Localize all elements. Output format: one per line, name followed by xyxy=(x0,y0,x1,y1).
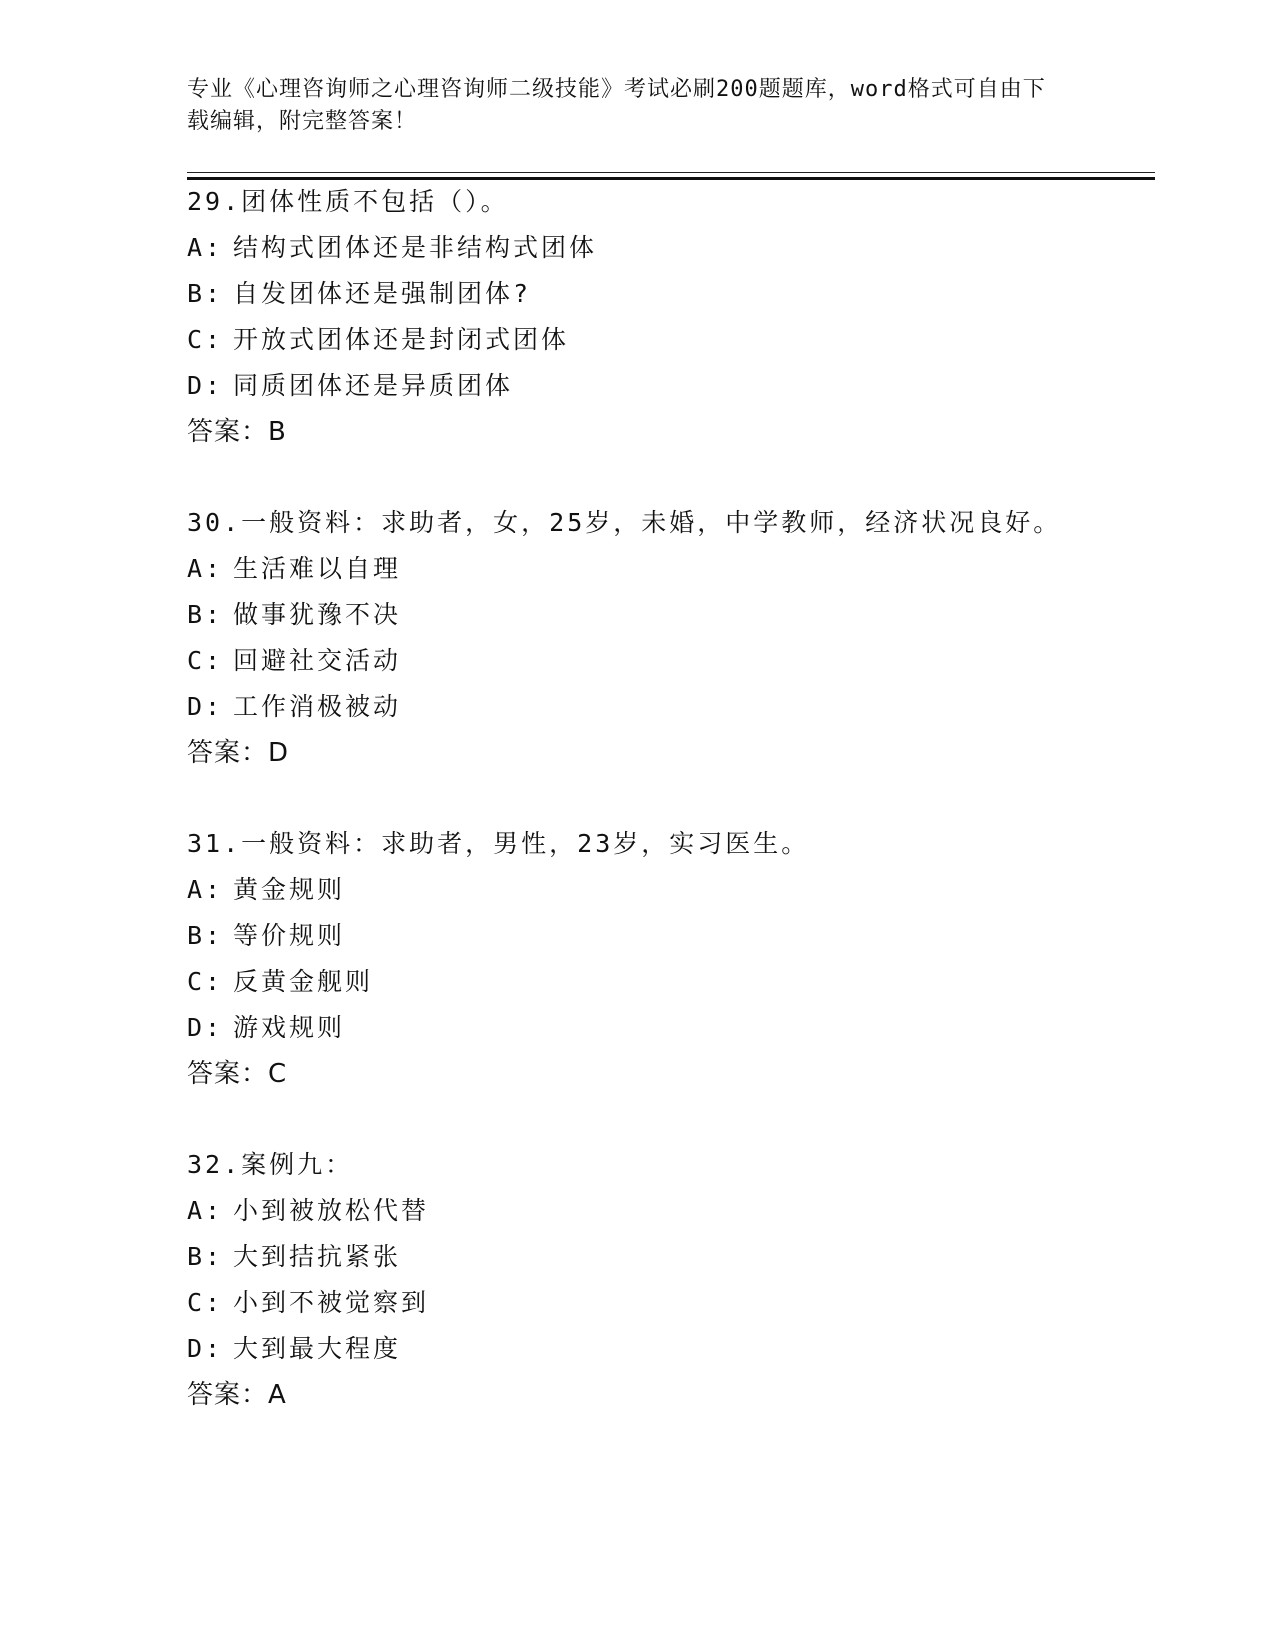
option-c xyxy=(187,959,1147,1005)
option-b xyxy=(187,592,1147,638)
answer-value: B xyxy=(268,417,287,447)
option-text: 同质团体还是异质团体 xyxy=(233,371,514,400)
option-text: 小到被放松代替 xyxy=(233,1196,430,1225)
option-a xyxy=(187,546,1147,592)
answer-label: 答案： xyxy=(187,738,269,768)
option-c xyxy=(187,1280,1147,1326)
option-c xyxy=(187,638,1147,684)
answer-line xyxy=(187,730,1147,776)
option-d xyxy=(187,1005,1147,1051)
question-32 xyxy=(187,1142,1147,1418)
option-text: 开放式团体还是封闭式团体 xyxy=(233,325,570,354)
question-title: 31.一般资料：求助者，男性，23岁，实习医生。 xyxy=(187,829,810,858)
question-29 xyxy=(187,179,1147,455)
question-title: 29.团体性质不包括（）。 xyxy=(187,187,509,216)
option-text: 回避社交活动 xyxy=(233,646,402,675)
option-text: 游戏规则 xyxy=(233,1013,346,1042)
option-key: A: xyxy=(187,233,224,262)
option-text: 工作消极被动 xyxy=(233,692,402,721)
answer-line xyxy=(187,409,1147,455)
option-key: D: xyxy=(187,1334,224,1363)
option-text: 自发团体还是强制团体? xyxy=(233,279,532,308)
answer-label: 答案： xyxy=(187,1380,269,1410)
option-key: D: xyxy=(187,371,224,400)
option-a xyxy=(187,867,1147,913)
option-d xyxy=(187,363,1147,409)
option-a xyxy=(187,225,1147,271)
document-header: 专业《心理咨询师之心理咨询师二级技能》考试必刷200题题库，word格式可自由下载编辑，附完整答案！ xyxy=(187,77,1046,134)
option-text: 黄金规则 xyxy=(233,875,346,904)
option-text: 反黄金舰则 xyxy=(233,967,374,996)
option-b xyxy=(187,1234,1147,1280)
option-c xyxy=(187,317,1147,363)
option-text: 做事犹豫不决 xyxy=(233,600,402,629)
option-key: B: xyxy=(187,1242,224,1271)
option-a xyxy=(187,1188,1147,1234)
option-text: 等价规则 xyxy=(233,921,346,950)
option-key: C: xyxy=(187,325,224,354)
option-key: C: xyxy=(187,967,224,996)
option-d xyxy=(187,684,1147,730)
option-text: 结构式团体还是非结构式团体 xyxy=(233,233,598,262)
option-key: A: xyxy=(187,554,224,583)
option-b xyxy=(187,271,1147,317)
option-key: D: xyxy=(187,692,224,721)
answer-value: C xyxy=(268,1059,288,1089)
answer-value: D xyxy=(268,738,290,768)
option-key: A: xyxy=(187,1196,224,1225)
answer-label: 答案： xyxy=(187,417,269,447)
option-key: B: xyxy=(187,279,224,308)
answer-label: 答案： xyxy=(187,1059,269,1089)
option-b xyxy=(187,913,1147,959)
question-30 xyxy=(187,500,1147,776)
option-text: 小到不被觉察到 xyxy=(233,1288,430,1317)
option-text: 大到最大程度 xyxy=(233,1334,402,1363)
question-title: 32.案例九： xyxy=(187,1150,354,1179)
answer-line xyxy=(187,1051,1147,1097)
option-key: B: xyxy=(187,600,224,629)
answer-value: A xyxy=(268,1380,287,1410)
option-text: 大到拮抗紧张 xyxy=(233,1242,402,1271)
option-key: D: xyxy=(187,1013,224,1042)
header-divider-thin xyxy=(187,172,1155,173)
option-d xyxy=(187,1326,1147,1372)
option-key: C: xyxy=(187,646,224,675)
question-31 xyxy=(187,821,1147,1097)
answer-line xyxy=(187,1372,1147,1418)
question-title: 30.一般资料：求助者，女，25岁，未婚，中学教师，经济状况良好。 xyxy=(187,508,1062,537)
option-key: A: xyxy=(187,875,224,904)
option-key: C: xyxy=(187,1288,224,1317)
option-text: 生活难以自理 xyxy=(233,554,402,583)
option-key: B: xyxy=(187,921,224,950)
